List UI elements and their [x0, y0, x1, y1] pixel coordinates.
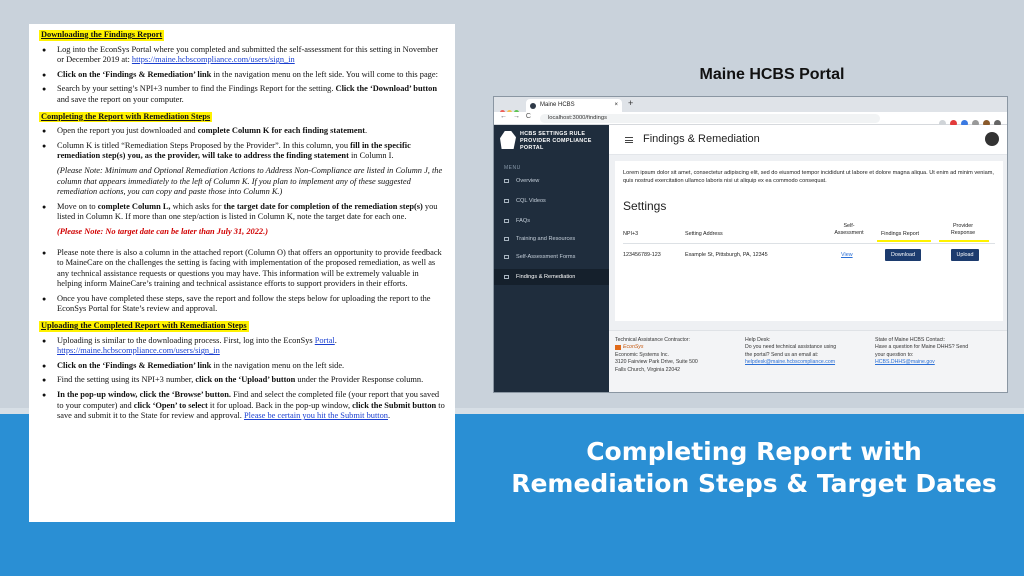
target-date-warning: (Please Note: No target date can be later than July 31, 2022.)	[57, 226, 268, 236]
helpdesk-email-link[interactable]: helpdesk@maine.hcbscompliance.com	[745, 359, 836, 366]
download-steps-list	[39, 45, 445, 106]
sign-in-link-2[interactable]: https://maine.hcbscompliance.com/users/sign_in	[57, 346, 220, 356]
list-item: ● Find the setting using its NPI+3 number, click on the ‘Upload’ button under the Provider Response column.	[39, 375, 445, 386]
url-input[interactable]: localhost:3000/findings	[540, 114, 880, 123]
column-j-note: (Please Note: Minimum and Optional Remediation Actions to Address Non-Compliance are listed in Column J, the column that appears immediately to the left of Column K. If you plan to implement any of these suggested remediation actions, you can copy and paste those into Column K.)	[57, 165, 443, 197]
list-item: ● Click on the ‘Findings & Remediation’ link in the navigation menu on the left side. You will come to this page:	[39, 70, 445, 81]
econsys-logo-icon	[615, 345, 621, 350]
list-item: ● Log into the EconSys Portal where you completed and submitted the self-assessment for this setting in November or December 2019 at: https://maine.hcbscompliance.com/users/sign_in	[39, 45, 445, 66]
new-tab-button[interactable]: +	[628, 98, 634, 108]
list-item: ● Open the report you just downloaded and complete Column K for each finding statement.	[39, 126, 445, 137]
app-footer	[609, 330, 1008, 393]
favicon-icon	[530, 103, 536, 109]
cell-npi: 123456789-123	[623, 252, 661, 258]
instruction-document	[29, 24, 455, 522]
address-bar-row	[494, 112, 1008, 125]
sidebar	[494, 125, 609, 393]
upload-button[interactable]: Upload	[951, 249, 979, 261]
col-header-npi: NPI+3	[623, 231, 639, 237]
hamburger-menu-icon[interactable]	[625, 137, 633, 143]
browser-tab[interactable]: Maine HCBS ×	[526, 99, 622, 112]
portal-heading: Maine HCBS Portal	[699, 66, 845, 83]
list-item: ● Move on to complete Column L, which asks for the target date for completion of the remediation step(s) you listed in Column K. If more than one step/action is listed in Column K, note the target date for each one.	[39, 202, 445, 223]
book-icon	[504, 237, 509, 241]
col-header-provider-response: Provider Response	[950, 223, 976, 236]
footer-help-desk: Help Desk: Do you need technical assistance using the portal? Send us an email at: helpdesk@maine.hcbscompliance.com	[745, 337, 837, 366]
app-header	[609, 125, 1008, 155]
page-title: Findings & Remediation	[643, 133, 760, 145]
section-heading-completing: Completing the Report with Remediation Steps	[41, 111, 211, 121]
sidebar-item-findings[interactable]: Findings & Remediation	[494, 269, 609, 285]
sidebar-item-overview[interactable]: Overview	[494, 173, 609, 189]
intro-text: Lorem ipsum dolor sit amet, consectetur adipiscing elit, sed do eiusmod tempor incididunt ut labore et dolore magna aliqua. Ut enim ad minim veniam, quis nostrud exercitation ullamco laboris nisi ut aliquip ex ea commodo consequat.	[623, 170, 994, 184]
tab-bar	[494, 97, 1008, 112]
slide-title: Completing Report with Remediation Steps & Target Dates	[511, 437, 997, 498]
list-item: ● Uploading is similar to the downloading process. First, log into the EconSys Portal. https://maine.hcbscompliance.com/users/sign_in	[39, 336, 445, 357]
browser-window	[493, 96, 1008, 393]
findings-highlight	[877, 240, 931, 242]
maine-logo-icon	[500, 131, 516, 149]
sign-in-link[interactable]: https://maine.hcbscompliance.com/users/sign_in	[131, 55, 295, 65]
sidebar-item-self-assessment[interactable]: Self-Assessment Forms	[494, 249, 609, 265]
download-button[interactable]: Download	[885, 249, 921, 261]
tab-close-icon[interactable]: ×	[614, 102, 618, 108]
main-content	[609, 155, 1008, 330]
settings-heading: Settings	[623, 199, 667, 213]
col-header-address: Setting Address	[685, 231, 723, 237]
section-heading-uploading: Uploading the Completed Report with Remediation Steps	[41, 321, 247, 331]
settings-card	[615, 161, 1003, 321]
complete-steps-list-2	[39, 202, 445, 223]
sidebar-item-training[interactable]: Training and Resources	[494, 231, 609, 247]
submit-reminder-link[interactable]: Please be certain you hit the Submit button	[244, 411, 388, 421]
view-link[interactable]: View	[841, 252, 853, 258]
sidebar-item-cql-videos[interactable]: CQL Videos	[494, 193, 609, 209]
footer-state-contact: State of Maine HCBS Contact: Have a question for Maine DHHS? Send your question to: HCBS.DHHS@maine.gov	[875, 337, 969, 366]
user-account-icon[interactable]	[985, 132, 999, 146]
list-item: ● Once you have completed these steps, save the report and follow the steps below for uploading the report to the EconSys Portal for State’s review and approval.	[39, 294, 445, 315]
form-icon	[504, 255, 509, 259]
menu-label: MENU	[504, 165, 521, 171]
portal-brand: HCBS SETTINGS RULE PROVIDER COMPLIANCE PORTAL	[520, 131, 592, 151]
list-item: ● Search by your setting’s NPI+3 number to find the Findings Report for the setting. Click the ‘Download’ button and save the report on your computer.	[39, 84, 445, 105]
response-highlight	[939, 240, 989, 242]
col-header-self-assessment: Self- Assessment	[834, 223, 864, 236]
dhhs-email-link[interactable]: HCBS.DHHS@maine.gov	[875, 359, 935, 366]
complete-steps-list	[39, 126, 445, 162]
table-header-divider	[623, 243, 995, 244]
complete-steps-list-3	[39, 248, 445, 316]
portal-link[interactable]: Portal	[314, 335, 335, 345]
overview-icon	[504, 179, 509, 183]
col-header-findings: Findings Report	[881, 231, 920, 237]
video-icon	[504, 199, 509, 203]
list-item: ● Please note there is also a column in the attached report (Column O) that offers an opportunity to provide feedback to MaineCare on the challenges the setting is facing with implementation of the proposed remediation, as well as any technical assistance requests or questions you may have. This information will be extremely valuable in helping inform MaineCare’s training and technical assistance efforts to support providers in their efforts.	[39, 248, 445, 290]
section-heading-downloading: Downloading the Findings Report	[41, 30, 163, 39]
footer-contractor: Technical Assistance Contractor: EconSys Economic Systems Inc. 3120 Fairview Park Drive, Suite 500 Falls Church, Virginia 22042	[615, 337, 698, 373]
upload-steps-list	[39, 336, 445, 422]
findings-icon	[504, 275, 509, 279]
list-item: ● Click on the ‘Findings & Remediation’ link in the navigation menu on the left side.	[39, 361, 445, 372]
list-item: ● Column K is titled “Remediation Steps Proposed by the Provider”. In this column, you fill in the specific remediation step(s) you, as the provider, will take to address the finding statement in Column I.	[39, 141, 445, 162]
list-item: ● In the pop-up window, click the ‘Browse’ button. Find and select the completed file (your report that you saved to your computer) and click ‘Open’ to select it for upload. Back in the pop-up window, click the Submit button to save and submit it to the State for review and approval. Please be certain you hit the Submit button.	[39, 390, 445, 422]
nav-buttons[interactable]: ← → C	[500, 113, 533, 120]
sidebar-item-faqs[interactable]: FAQs	[494, 213, 609, 229]
question-icon	[504, 219, 509, 223]
cell-address: Example St, Pittsburgh, PA, 12345	[685, 252, 768, 258]
